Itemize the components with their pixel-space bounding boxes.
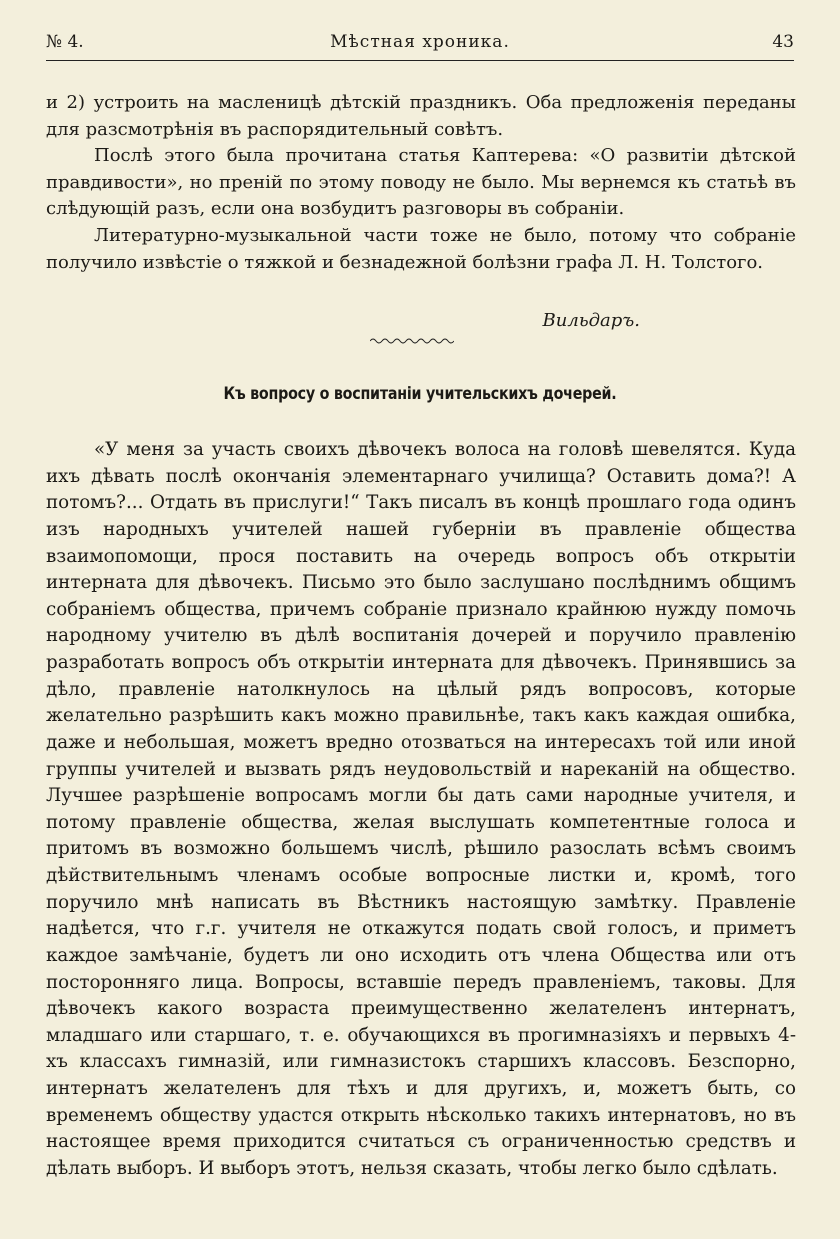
report-continuation: [46, 90, 796, 276]
issue-number: № 4.: [46, 32, 84, 52]
page-header: [46, 32, 794, 58]
article-title: Къ вопросу о воспитаніи учительскихъ дочерей.: [223, 384, 617, 404]
paragraph: «У меня за участь своихъ дѣвочекъ волоса на головѣ шевелятся. Куда ихъ дѣвать послѣ окончанія элементарнаго училища? Оставить дома?! А потомъ?... Отдать въ прислуги!“ Такъ писалъ въ концѣ прошлаго года одинъ изъ народныхъ учителей нашей губерніи въ правленіе общества взаимопомощи, прося поставить на очередь вопросъ объ открытіи интерната для дѣвочекъ. Письмо это было заслушано послѣднимъ общимъ собраніемъ общества, причемъ собраніе признало крайнюю нужду помочь народному учителю въ дѣлѣ воспитанія дочерей и поручило правленію разработать вопросъ объ открытіи интерната для дѣвочекъ. Принявшись за дѣло, правленіе натолкнулось на цѣлый рядъ вопросовъ, которые желательно разрѣшить какъ можно правильнѣе, такъ какъ каждая ошибка, даже и небольшая, можетъ вредно отозваться на интересахъ той или иной группы учителей и вызвать рядъ неудовольствій и нареканій на общество. Лучшее разрѣшеніе вопросамъ могли бы дать сами народные учителя, и потому правленіе общества, желая выслушать компетентные голоса и притомъ въ возможно большемъ числѣ, рѣшило разослать всѣмъ своимъ дѣйствительнымъ членамъ особые вопросные листки и, кромѣ, того поручило мнѣ написать въ Вѣстникъ настоящую замѣтку. Правленіе надѣется, что г.г. учителя не откажутся подать свой голосъ, и приметъ каждое замѣчаніе, будетъ ли оно исходить отъ члена Общества или отъ посторонняго лица. Вопросы, вставшіе передъ правленіемъ, таковы. Для дѣвочекъ какого возраста преимущественно желателенъ интернатъ, младшаго или старшаго, т. е. обучающихся въ прогимназіяхъ и первыхъ 4-хъ классахъ гимназій, или гимназистокъ старшихъ классовъ. Безспорно, интернатъ желателенъ для тѣхъ и для другихъ, и, можетъ быть, со временемъ обществу удастся открыть нѣсколько такихъ интернатовъ, но въ настоящее время приходится считаться съ ограниченностью средствъ и дѣлать выборъ. И выборъ этотъ, нельзя сказать, чтобы легко было сдѣлать.: [46, 439, 796, 1179]
section-divider-ornament: [370, 336, 454, 346]
paragraph: Послѣ этого была прочитана статья Каптерева: «О развитіи дѣтской правдивости», но преній по этому поводу не было. Мы вернемся къ статьѣ въ слѣдующій разъ, если она возбудитъ разговоры въ собраніи.: [46, 145, 796, 220]
paragraph: Литературно-музыкальной части тоже не было, потому что собраніе получило извѣстіе о тяжкой и безнадежной болѣзни графа Л. Н. Толстого.: [46, 224, 796, 273]
running-title: Мѣстная хроника.: [330, 32, 510, 52]
paragraph: и 2) устроить на масленицѣ дѣтскій праздникъ. Оба предложенія переданы для разсмотрѣнія въ распорядительный совѣтъ.: [46, 92, 796, 140]
article-body: [46, 437, 796, 1183]
page-number: 43: [772, 32, 794, 52]
header-rule: [46, 60, 794, 61]
author-signature: Вильдаръ.: [542, 310, 640, 331]
